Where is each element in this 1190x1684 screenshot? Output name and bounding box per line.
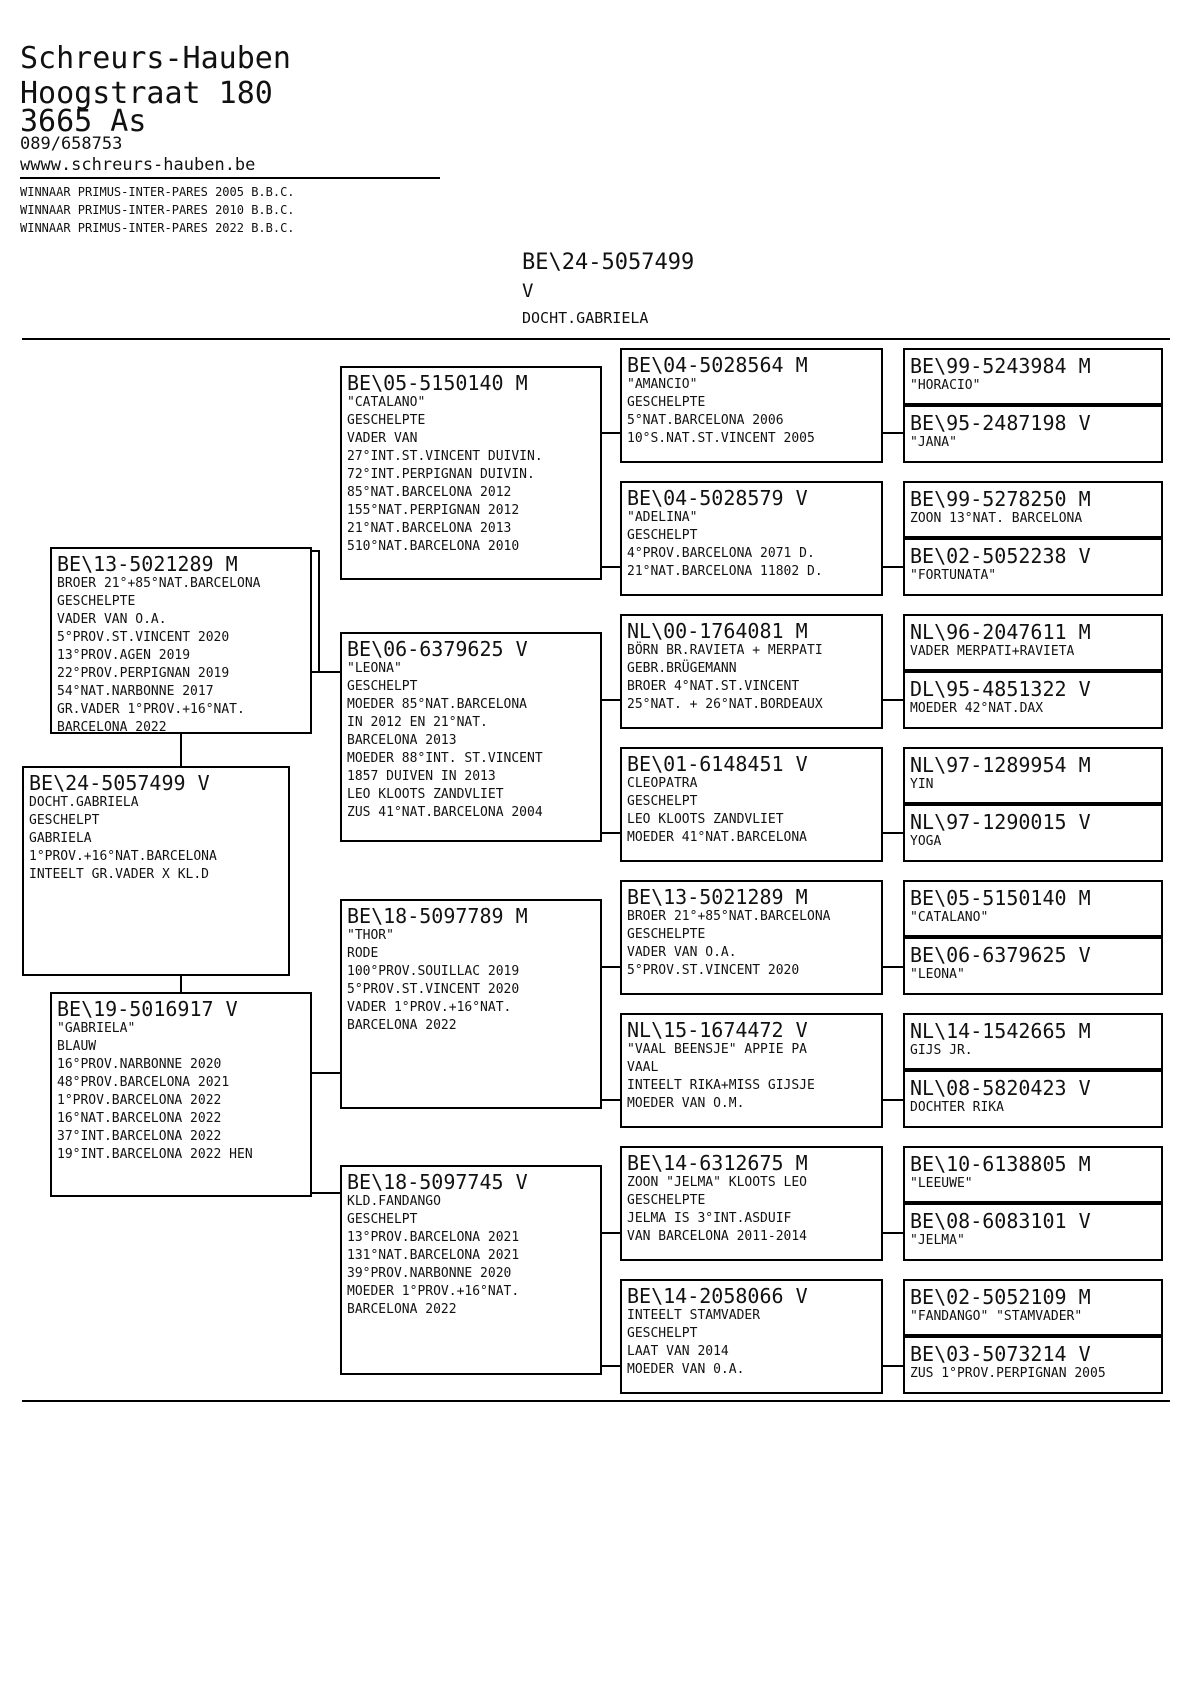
info-line: GESCHELPT <box>29 813 100 828</box>
ring-number: BE\04-5028579 V <box>627 486 808 510</box>
info-line: 1°PROV.BARCELONA 2022 <box>57 1093 222 1108</box>
ring-number: NL\15-1674472 V <box>627 1018 808 1042</box>
info-line: 510°NAT.BARCELONA 2010 <box>347 539 520 554</box>
info-line: ZOON "JELMA" KLOOTS LEO <box>627 1175 808 1190</box>
ring-number: BE\08-6083101 V <box>910 1209 1091 1233</box>
ancestor-card <box>903 804 1163 862</box>
info-line: GR.VADER 1°PROV.+16°NAT. <box>57 702 245 717</box>
sire-card <box>50 547 312 734</box>
great-grandparent-card <box>620 880 883 995</box>
connector-line <box>600 1365 620 1367</box>
connector-line <box>600 1232 620 1234</box>
info-line: MOEDER 42°NAT.DAX <box>910 701 1044 716</box>
info-line: DOCHTER RIKA <box>910 1100 1004 1115</box>
grandparent-card <box>340 899 602 1109</box>
ancestor-card <box>903 747 1163 804</box>
info-line: LEO KLOOTS ZANDVLIET <box>347 787 504 802</box>
info-line: 1°PROV.+16°NAT.BARCELONA <box>29 849 217 864</box>
ring-number: BE\99-5278250 M <box>910 487 1091 511</box>
info-line: BROER 4°NAT.ST.VINCENT <box>627 679 800 694</box>
info-line: VADER VAN O.A. <box>627 945 737 960</box>
ring-number: BE\04-5028564 M <box>627 353 808 377</box>
info-line: INTEELT STAMVADER <box>627 1308 761 1323</box>
ring-number: BE\05-5150140 M <box>347 371 528 395</box>
info-line: 5°PROV.ST.VINCENT 2020 <box>347 982 520 997</box>
info-line: "CATALANO" <box>910 910 989 925</box>
achievement-line: WINNAAR PRIMUS-INTER-PARES 2005 B.B.C. <box>20 185 295 199</box>
info-line: 27°INT.ST.VINCENT DUIVIN. <box>347 449 543 464</box>
connector-line <box>600 566 620 568</box>
ancestor-card <box>903 348 1163 405</box>
info-line: "AMANCIO" <box>627 377 698 392</box>
great-grandparent-card <box>620 614 883 729</box>
info-line: GIJS JR. <box>910 1043 973 1058</box>
info-line: GESCHELPTE <box>627 927 706 942</box>
info-line: INTEELT RIKA+MISS GIJSJE <box>627 1078 815 1093</box>
info-line: GESCHELPT <box>347 679 418 694</box>
ring-number: NL\97-1289954 M <box>910 753 1091 777</box>
ring-number: BE\06-6379625 V <box>910 943 1091 967</box>
ring-number: BE\18-5097745 V <box>347 1170 528 1194</box>
great-grandparent-card <box>620 1013 883 1128</box>
ring-number: DL\95-4851322 V <box>910 677 1091 701</box>
dam-card <box>50 992 312 1197</box>
ancestor-card <box>903 405 1163 463</box>
great-grandparent-card <box>620 348 883 463</box>
subject-ring: BE\24-5057499 <box>522 250 695 275</box>
info-line: GESCHELPT <box>347 1212 418 1227</box>
info-line: MOEDER VAN O.M. <box>627 1096 745 1111</box>
info-line: GABRIELA <box>29 831 92 846</box>
info-line: VADER VAN O.A. <box>57 612 167 627</box>
info-line: BROER 21°+85°NAT.BARCELONA <box>57 576 261 591</box>
info-line: YIN <box>910 777 934 792</box>
info-line: GESCHELPTE <box>347 413 426 428</box>
ancestor-card <box>903 880 1163 937</box>
grandparent-card <box>340 632 602 842</box>
connector-line <box>883 566 903 568</box>
info-line: 155°NAT.PERPIGNAN 2012 <box>347 503 520 518</box>
achievement-line: WINNAAR PRIMUS-INTER-PARES 2010 B.B.C. <box>20 203 295 217</box>
ancestor-card <box>903 538 1163 596</box>
info-line: LAAT VAN 2014 <box>627 1344 729 1359</box>
ancestor-card <box>903 1146 1163 1203</box>
connector-line <box>180 734 182 766</box>
info-line: 37°INT.BARCELONA 2022 <box>57 1129 222 1144</box>
info-line: VADER 1°PROV.+16°NAT. <box>347 1000 512 1015</box>
info-line: "CATALANO" <box>347 395 426 410</box>
info-line: 85°NAT.BARCELONA 2012 <box>347 485 512 500</box>
connector-line <box>600 699 620 701</box>
connector-line <box>600 432 620 434</box>
info-line: BARCELONA 2022 <box>347 1302 457 1317</box>
info-line: IN 2012 EN 21°NAT. <box>347 715 488 730</box>
connector-line <box>883 966 903 968</box>
info-line: GESCHELPTE <box>627 1193 706 1208</box>
info-line: VADER MERPATI+RAVIETA <box>910 644 1075 659</box>
info-line: "JANA" <box>910 435 957 450</box>
info-line: 5°PROV.ST.VINCENT 2020 <box>57 630 230 645</box>
great-grandparent-card <box>620 1146 883 1261</box>
connector-line <box>180 976 182 992</box>
info-line: 48°PROV.BARCELONA 2021 <box>57 1075 230 1090</box>
connector-line <box>883 432 903 434</box>
info-line: 22°PROV.PERPIGNAN 2019 <box>57 666 230 681</box>
info-line: ZOON 13°NAT. BARCELONA <box>910 511 1083 526</box>
ancestor-card <box>903 1279 1163 1336</box>
info-line: 5°PROV.ST.VINCENT 2020 <box>627 963 800 978</box>
info-line: 13°PROV.AGEN 2019 <box>57 648 191 663</box>
ring-number: BE\18-5097789 M <box>347 904 528 928</box>
info-line: BARCELONA 2022 <box>57 720 167 734</box>
ancestor-card <box>903 937 1163 995</box>
ring-number: BE\03-5073214 V <box>910 1342 1091 1366</box>
info-line: CLEOPATRA <box>627 776 698 791</box>
info-line: "LEONA" <box>347 661 402 676</box>
info-line: BARCELONA 2022 <box>347 1018 457 1033</box>
info-line: ZUS 1°PROV.PERPIGNAN 2005 <box>910 1366 1106 1381</box>
info-line: INTEELT GR.VADER X KL.D <box>29 867 210 882</box>
info-line: "LEEUWE" <box>910 1176 973 1191</box>
info-line: VAN BARCELONA 2011-2014 <box>627 1229 808 1244</box>
info-line: 10°S.NAT.ST.VINCENT 2005 <box>627 431 815 446</box>
info-line: 16°NAT.BARCELONA 2022 <box>57 1111 222 1126</box>
ring-number: BE\01-6148451 V <box>627 752 808 776</box>
ring-number: NL\00-1764081 M <box>627 619 808 643</box>
info-line: MOEDER VAN 0.A. <box>627 1362 745 1377</box>
ring-number: NL\96-2047611 M <box>910 620 1091 644</box>
ancestor-card <box>903 1013 1163 1070</box>
info-line: 21°NAT.BARCELONA 11802 D. <box>627 564 823 579</box>
subject-sex: V <box>522 280 534 302</box>
info-line: BARCELONA 2013 <box>347 733 457 748</box>
info-line: GESCHELPT <box>627 794 698 809</box>
connector-line <box>883 1099 903 1101</box>
ancestor-card <box>903 1336 1163 1394</box>
info-line: "GABRIELA" <box>57 1021 136 1036</box>
connector-line <box>883 699 903 701</box>
info-line: YOGA <box>910 834 942 849</box>
info-line: DOCHT.GABRIELA <box>29 795 139 810</box>
ring-number: BE\06-6379625 V <box>347 637 528 661</box>
achievement-line: WINNAAR PRIMUS-INTER-PARES 2022 B.B.C. <box>20 221 295 235</box>
top-divider <box>22 338 1170 340</box>
info-line: MOEDER 1°PROV.+16°NAT. <box>347 1284 520 1299</box>
info-line: ZUS 41°NAT.BARCELONA 2004 <box>347 805 543 820</box>
ring-number: BE\13-5021289 M <box>627 885 808 909</box>
breeder-phone: 089/658753 <box>20 134 123 154</box>
connector-line <box>600 966 620 968</box>
info-line: VADER VAN <box>347 431 418 446</box>
connector-line <box>318 550 320 672</box>
header-underline <box>20 177 440 179</box>
info-line: GEBR.BRÜGEMANN <box>627 661 737 676</box>
great-grandparent-card <box>620 481 883 596</box>
ancestor-card <box>903 614 1163 671</box>
info-line: "VAAL BEENSJE" APPIE PA <box>627 1042 808 1057</box>
info-line: 16°PROV.NARBONNE 2020 <box>57 1057 222 1072</box>
ring-number: BE\95-2487198 V <box>910 411 1091 435</box>
info-line: GESCHELPTE <box>57 594 136 609</box>
info-line: 4°PROV.BARCELONA 2071 D. <box>627 546 815 561</box>
breeder-city: 3665 As <box>20 104 147 139</box>
grandparent-card <box>340 366 602 580</box>
info-line: BLAUW <box>57 1039 97 1054</box>
info-line: "ADELINA" <box>627 510 698 525</box>
ring-number: NL\08-5820423 V <box>910 1076 1091 1100</box>
ring-number: BE\14-6312675 M <box>627 1151 808 1175</box>
info-line: 21°NAT.BARCELONA 2013 <box>347 521 512 536</box>
info-line: VAAL <box>627 1060 659 1075</box>
ring-number: NL\97-1290015 V <box>910 810 1091 834</box>
info-line: MOEDER 88°INT. ST.VINCENT <box>347 751 543 766</box>
ring-number: BE\05-5150140 M <box>910 886 1091 910</box>
info-line: 131°NAT.BARCELONA 2021 <box>347 1248 520 1263</box>
info-line: LEO KLOOTS ZANDVLIET <box>627 812 784 827</box>
ancestor-card <box>903 481 1163 538</box>
ring-number: BE\13-5021289 M <box>57 552 238 576</box>
info-line: MOEDER 85°NAT.BARCELONA <box>347 697 528 712</box>
info-line: KLD.FANDANGO <box>347 1194 441 1209</box>
connector-line <box>600 1099 620 1101</box>
info-line: 25°NAT. + 26°NAT.BORDEAUX <box>627 697 823 712</box>
info-line: GESCHELPT <box>627 528 698 543</box>
info-line: 39°PROV.NARBONNE 2020 <box>347 1266 512 1281</box>
connector-line <box>883 1232 903 1234</box>
info-line: 1857 DUIVEN IN 2013 <box>347 769 496 784</box>
info-line: 100°PROV.SOUILLAC 2019 <box>347 964 520 979</box>
great-grandparent-card <box>620 747 883 862</box>
connector-line <box>883 832 903 834</box>
breeder-street: Hoogstraat 180 <box>20 76 273 111</box>
grandparent-card <box>340 1165 602 1375</box>
info-line: RODE <box>347 946 379 961</box>
subject-name: DOCHT.GABRIELA <box>522 309 649 327</box>
connector-line <box>310 1192 340 1194</box>
ancestor-card <box>903 1070 1163 1128</box>
ancestor-card <box>903 671 1163 729</box>
info-line: BROER 21°+85°NAT.BARCELONA <box>627 909 831 924</box>
info-line: GESCHELPTE <box>627 395 706 410</box>
ring-number: BE\24-5057499 V <box>29 771 210 795</box>
info-line: MOEDER 41°NAT.BARCELONA <box>627 830 808 845</box>
info-line: "THOR" <box>347 928 394 943</box>
ring-number: BE\02-5052238 V <box>910 544 1091 568</box>
connector-line <box>883 1365 903 1367</box>
info-line: 19°INT.BARCELONA 2022 HEN <box>57 1147 253 1162</box>
info-line: "HORACIO" <box>910 378 981 393</box>
connector-line <box>310 671 340 673</box>
info-line: JELMA IS 3°INT.ASDUIF <box>627 1211 792 1226</box>
ring-number: BE\10-6138805 M <box>910 1152 1091 1176</box>
great-grandparent-card <box>620 1279 883 1394</box>
info-line: GESCHELPT <box>627 1326 698 1341</box>
info-line: 72°INT.PERPIGNAN DUIVIN. <box>347 467 535 482</box>
info-line: "FANDANGO" "STAMVADER" <box>910 1309 1083 1324</box>
info-line: 54°NAT.NARBONNE 2017 <box>57 684 214 699</box>
info-line: "FORTUNATA" <box>910 568 997 583</box>
bottom-divider <box>22 1400 1170 1402</box>
ring-number: BE\14-2058066 V <box>627 1284 808 1308</box>
connector-line <box>600 832 620 834</box>
info-line: BÖRN BR.RAVIETA + MERPATI <box>627 643 823 658</box>
pedigree-root-card <box>22 766 290 976</box>
ring-number: NL\14-1542665 M <box>910 1019 1091 1043</box>
ancestor-card <box>903 1203 1163 1261</box>
info-line: "LEONA" <box>910 967 965 982</box>
connector-line <box>310 1072 340 1074</box>
ring-number: BE\02-5052109 M <box>910 1285 1091 1309</box>
ring-number: BE\19-5016917 V <box>57 997 238 1021</box>
ring-number: BE\99-5243984 M <box>910 354 1091 378</box>
breeder-name: Schreurs-Hauben <box>20 41 291 76</box>
info-line: 5°NAT.BARCELONA 2006 <box>627 413 784 428</box>
info-line: "JELMA" <box>910 1233 965 1248</box>
info-line: 13°PROV.BARCELONA 2021 <box>347 1230 520 1245</box>
breeder-website: wwww.schreurs-hauben.be <box>20 155 256 175</box>
